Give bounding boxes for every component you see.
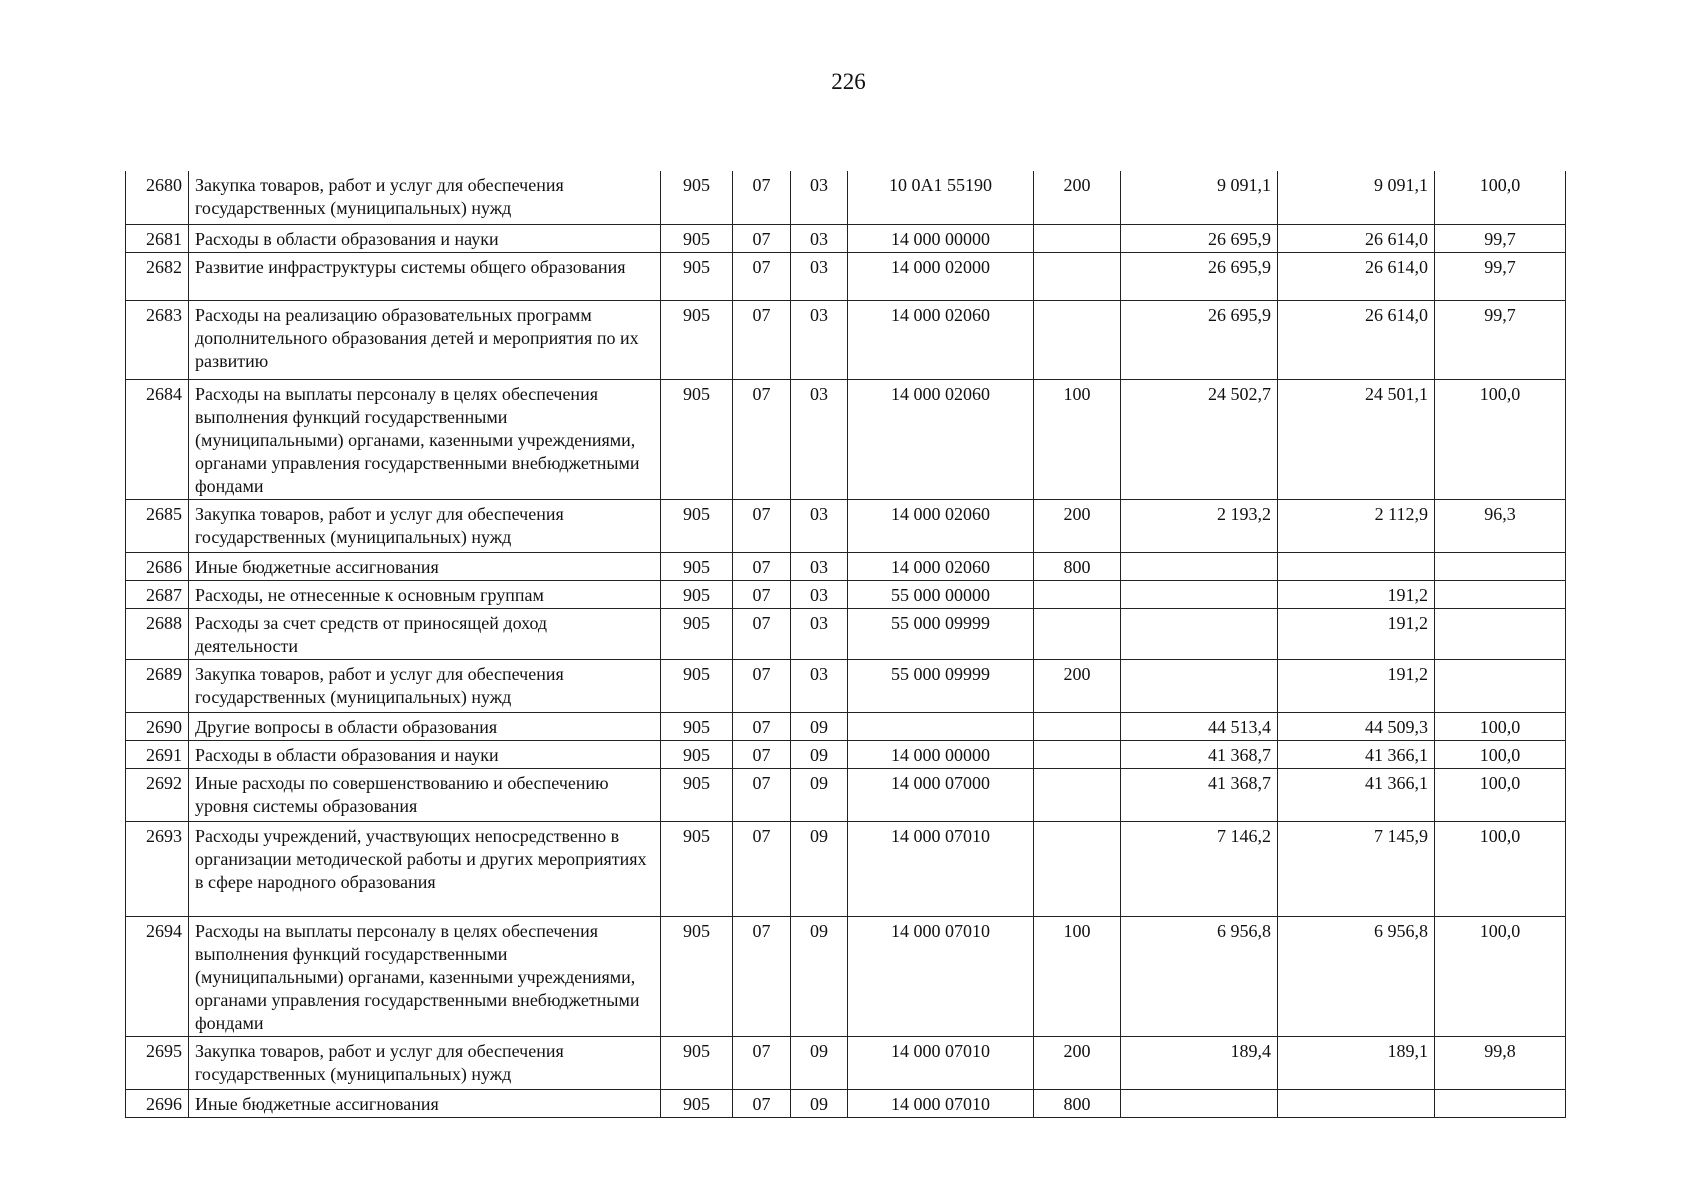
subsection-code-cell: 03 [791, 300, 848, 379]
execution-percent-cell: 100,0 [1435, 712, 1566, 740]
executed-amount-cell: 6 956,8 [1278, 916, 1435, 1036]
target-article-cell: 14 000 07010 [848, 821, 1034, 916]
executed-amount-cell: 7 145,9 [1278, 821, 1435, 916]
row-number-cell: 2689 [126, 659, 189, 712]
department-code-cell: 905 [661, 379, 733, 499]
execution-percent-cell: 99,8 [1435, 1036, 1566, 1089]
expense-type-cell: 800 [1034, 1089, 1121, 1117]
row-number-cell: 2696 [126, 1089, 189, 1117]
expense-type-cell [1034, 768, 1121, 821]
table-row [126, 552, 1566, 580]
table-row [126, 252, 1566, 300]
expense-name-cell: Развитие инфраструктуры системы общего образования [189, 252, 661, 300]
row-number-cell: 2685 [126, 499, 189, 552]
planned-amount-cell: 26 695,9 [1121, 252, 1278, 300]
target-article-cell: 14 000 02060 [848, 499, 1034, 552]
target-article-cell: 10 0A1 55190 [848, 171, 1034, 224]
row-number-cell: 2691 [126, 740, 189, 768]
planned-amount-cell [1121, 608, 1278, 659]
section-code-cell: 07 [733, 821, 791, 916]
planned-amount-cell: 41 368,7 [1121, 740, 1278, 768]
target-article-cell: 14 000 07010 [848, 916, 1034, 1036]
execution-percent-cell: 100,0 [1435, 740, 1566, 768]
expense-type-cell [1034, 580, 1121, 608]
expense-type-cell: 200 [1034, 499, 1121, 552]
target-article-cell: 14 000 00000 [848, 224, 1034, 252]
table-row [126, 499, 1566, 552]
execution-percent-cell [1435, 580, 1566, 608]
department-code-cell: 905 [661, 171, 733, 224]
planned-amount-cell: 189,4 [1121, 1036, 1278, 1089]
subsection-code-cell: 03 [791, 224, 848, 252]
department-code-cell: 905 [661, 1036, 733, 1089]
expense-name-cell: Другие вопросы в области образования [189, 712, 661, 740]
executed-amount-cell: 2 112,9 [1278, 499, 1435, 552]
execution-percent-cell [1435, 659, 1566, 712]
section-code-cell: 07 [733, 499, 791, 552]
department-code-cell: 905 [661, 552, 733, 580]
table-row [126, 768, 1566, 821]
row-number-cell: 2688 [126, 608, 189, 659]
planned-amount-cell: 9 091,1 [1121, 171, 1278, 224]
expense-name-cell: Расходы в области образования и науки [189, 740, 661, 768]
execution-percent-cell: 100,0 [1435, 379, 1566, 499]
expense-type-cell [1034, 224, 1121, 252]
planned-amount-cell: 26 695,9 [1121, 224, 1278, 252]
subsection-code-cell: 09 [791, 1036, 848, 1089]
executed-amount-cell: 26 614,0 [1278, 252, 1435, 300]
target-article-cell: 14 000 02000 [848, 252, 1034, 300]
table-row [126, 659, 1566, 712]
table-row [126, 712, 1566, 740]
execution-percent-cell: 99,7 [1435, 252, 1566, 300]
executed-amount-cell: 41 366,1 [1278, 768, 1435, 821]
table-row [126, 300, 1566, 379]
execution-percent-cell: 100,0 [1435, 171, 1566, 224]
target-article-cell: 55 000 09999 [848, 608, 1034, 659]
table-row [126, 740, 1566, 768]
target-article-cell: 14 000 02060 [848, 300, 1034, 379]
row-number-cell: 2687 [126, 580, 189, 608]
department-code-cell: 905 [661, 659, 733, 712]
department-code-cell: 905 [661, 252, 733, 300]
section-code-cell: 07 [733, 740, 791, 768]
department-code-cell: 905 [661, 499, 733, 552]
subsection-code-cell: 03 [791, 552, 848, 580]
expense-name-cell: Иные расходы по совершенствованию и обеспечению уровня системы образования [189, 768, 661, 821]
subsection-code-cell: 03 [791, 499, 848, 552]
expense-name-cell: Расходы на реализацию образовательных программ дополнительного образования детей и мероприятия по их развитию [189, 300, 661, 379]
execution-percent-cell [1435, 552, 1566, 580]
planned-amount-cell: 44 513,4 [1121, 712, 1278, 740]
expense-name-cell: Расходы в области образования и науки [189, 224, 661, 252]
execution-percent-cell: 99,7 [1435, 300, 1566, 379]
section-code-cell: 07 [733, 552, 791, 580]
executed-amount-cell: 44 509,3 [1278, 712, 1435, 740]
executed-amount-cell: 191,2 [1278, 580, 1435, 608]
department-code-cell: 905 [661, 300, 733, 379]
section-code-cell: 07 [733, 300, 791, 379]
section-code-cell: 07 [733, 768, 791, 821]
subsection-code-cell: 09 [791, 1089, 848, 1117]
expense-type-cell [1034, 252, 1121, 300]
table-row [126, 580, 1566, 608]
expense-type-cell [1034, 821, 1121, 916]
department-code-cell: 905 [661, 608, 733, 659]
target-article-cell: 14 000 02060 [848, 552, 1034, 580]
expense-name-cell: Расходы на выплаты персоналу в целях обеспечения выполнения функций государственными (муниципальными) органами, казенными учреждениями, органами управления государственными внебюджетными фондами [189, 379, 661, 499]
expense-name-cell: Расходы на выплаты персоналу в целях обеспечения выполнения функций государственными (муниципальными) органами, казенными учреждениями, органами управления государственными внебюджетными фондами [189, 916, 661, 1036]
planned-amount-cell: 6 956,8 [1121, 916, 1278, 1036]
expense-name-cell: Расходы, не отнесенные к основным группам [189, 580, 661, 608]
section-code-cell: 07 [733, 580, 791, 608]
row-number-cell: 2682 [126, 252, 189, 300]
target-article-cell: 55 000 09999 [848, 659, 1034, 712]
row-number-cell: 2681 [126, 224, 189, 252]
execution-percent-cell: 100,0 [1435, 916, 1566, 1036]
table-row [126, 1089, 1566, 1117]
planned-amount-cell: 2 193,2 [1121, 499, 1278, 552]
expense-type-cell: 200 [1034, 659, 1121, 712]
table-row [126, 608, 1566, 659]
section-code-cell: 07 [733, 171, 791, 224]
planned-amount-cell: 7 146,2 [1121, 821, 1278, 916]
expense-type-cell: 200 [1034, 171, 1121, 224]
row-number-cell: 2680 [126, 171, 189, 224]
subsection-code-cell: 03 [791, 379, 848, 499]
planned-amount-cell [1121, 1089, 1278, 1117]
expense-type-cell [1034, 608, 1121, 659]
table-body [126, 171, 1566, 1117]
row-number-cell: 2692 [126, 768, 189, 821]
planned-amount-cell: 41 368,7 [1121, 768, 1278, 821]
row-number-cell: 2690 [126, 712, 189, 740]
row-number-cell: 2695 [126, 1036, 189, 1089]
section-code-cell: 07 [733, 252, 791, 300]
executed-amount-cell [1278, 552, 1435, 580]
expense-name-cell: Расходы учреждений, участвующих непосредственно в организации методической работы и других мероприятиях в сфере народного образования [189, 821, 661, 916]
department-code-cell: 905 [661, 821, 733, 916]
page-number: 226 [831, 69, 866, 94]
execution-percent-cell: 96,3 [1435, 499, 1566, 552]
department-code-cell: 905 [661, 712, 733, 740]
section-code-cell: 07 [733, 916, 791, 1036]
budget-table [125, 171, 1566, 1118]
executed-amount-cell: 191,2 [1278, 608, 1435, 659]
expense-name-cell: Закупка товаров, работ и услуг для обеспечения государственных (муниципальных) нужд [189, 659, 661, 712]
subsection-code-cell: 03 [791, 580, 848, 608]
subsection-code-cell: 09 [791, 916, 848, 1036]
expense-name-cell: Закупка товаров, работ и услуг для обеспечения государственных (муниципальных) нужд [189, 499, 661, 552]
subsection-code-cell: 03 [791, 659, 848, 712]
row-number-cell: 2683 [126, 300, 189, 379]
expense-type-cell: 100 [1034, 379, 1121, 499]
execution-percent-cell [1435, 608, 1566, 659]
subsection-code-cell: 09 [791, 740, 848, 768]
department-code-cell: 905 [661, 224, 733, 252]
table-row [126, 224, 1566, 252]
table-row [126, 379, 1566, 499]
expense-type-cell: 800 [1034, 552, 1121, 580]
expense-type-cell: 200 [1034, 1036, 1121, 1089]
execution-percent-cell [1435, 1089, 1566, 1117]
section-code-cell: 07 [733, 712, 791, 740]
subsection-code-cell: 09 [791, 768, 848, 821]
target-article-cell [848, 712, 1034, 740]
executed-amount-cell: 24 501,1 [1278, 379, 1435, 499]
executed-amount-cell: 9 091,1 [1278, 171, 1435, 224]
planned-amount-cell: 26 695,9 [1121, 300, 1278, 379]
planned-amount-cell [1121, 552, 1278, 580]
section-code-cell: 07 [733, 379, 791, 499]
planned-amount-cell [1121, 580, 1278, 608]
expense-name-cell: Закупка товаров, работ и услуг для обеспечения государственных (муниципальных) нужд [189, 171, 661, 224]
expense-type-cell: 100 [1034, 916, 1121, 1036]
subsection-code-cell: 09 [791, 712, 848, 740]
executed-amount-cell: 26 614,0 [1278, 224, 1435, 252]
target-article-cell: 55 000 00000 [848, 580, 1034, 608]
section-code-cell: 07 [733, 224, 791, 252]
table-row [126, 821, 1566, 916]
row-number-cell: 2694 [126, 916, 189, 1036]
row-number-cell: 2686 [126, 552, 189, 580]
expense-name-cell: Закупка товаров, работ и услуг для обеспечения государственных (муниципальных) нужд [189, 1036, 661, 1089]
table-row [126, 171, 1566, 224]
row-number-cell: 2684 [126, 379, 189, 499]
department-code-cell: 905 [661, 1089, 733, 1117]
executed-amount-cell [1278, 1089, 1435, 1117]
section-code-cell: 07 [733, 659, 791, 712]
row-number-cell: 2693 [126, 821, 189, 916]
target-article-cell: 14 000 07010 [848, 1036, 1034, 1089]
section-code-cell: 07 [733, 1036, 791, 1089]
table-row [126, 916, 1566, 1036]
subsection-code-cell: 03 [791, 171, 848, 224]
expense-type-cell [1034, 740, 1121, 768]
section-code-cell: 07 [733, 608, 791, 659]
execution-percent-cell: 99,7 [1435, 224, 1566, 252]
executed-amount-cell: 26 614,0 [1278, 300, 1435, 379]
expense-name-cell: Иные бюджетные ассигнования [189, 1089, 661, 1117]
execution-percent-cell: 100,0 [1435, 768, 1566, 821]
expense-type-cell [1034, 712, 1121, 740]
section-code-cell: 07 [733, 1089, 791, 1117]
planned-amount-cell: 24 502,7 [1121, 379, 1278, 499]
department-code-cell: 905 [661, 580, 733, 608]
department-code-cell: 905 [661, 916, 733, 1036]
table-row [126, 1036, 1566, 1089]
executed-amount-cell: 191,2 [1278, 659, 1435, 712]
executed-amount-cell: 189,1 [1278, 1036, 1435, 1089]
department-code-cell: 905 [661, 768, 733, 821]
expense-name-cell: Расходы за счет средств от приносящей доход деятельности [189, 608, 661, 659]
executed-amount-cell: 41 366,1 [1278, 740, 1435, 768]
expense-type-cell [1034, 300, 1121, 379]
execution-percent-cell: 100,0 [1435, 821, 1566, 916]
subsection-code-cell: 03 [791, 252, 848, 300]
target-article-cell: 14 000 02060 [848, 379, 1034, 499]
subsection-code-cell: 09 [791, 821, 848, 916]
planned-amount-cell [1121, 659, 1278, 712]
target-article-cell: 14 000 07010 [848, 1089, 1034, 1117]
department-code-cell: 905 [661, 740, 733, 768]
subsection-code-cell: 03 [791, 608, 848, 659]
expense-name-cell: Иные бюджетные ассигнования [189, 552, 661, 580]
target-article-cell: 14 000 00000 [848, 740, 1034, 768]
target-article-cell: 14 000 07000 [848, 768, 1034, 821]
